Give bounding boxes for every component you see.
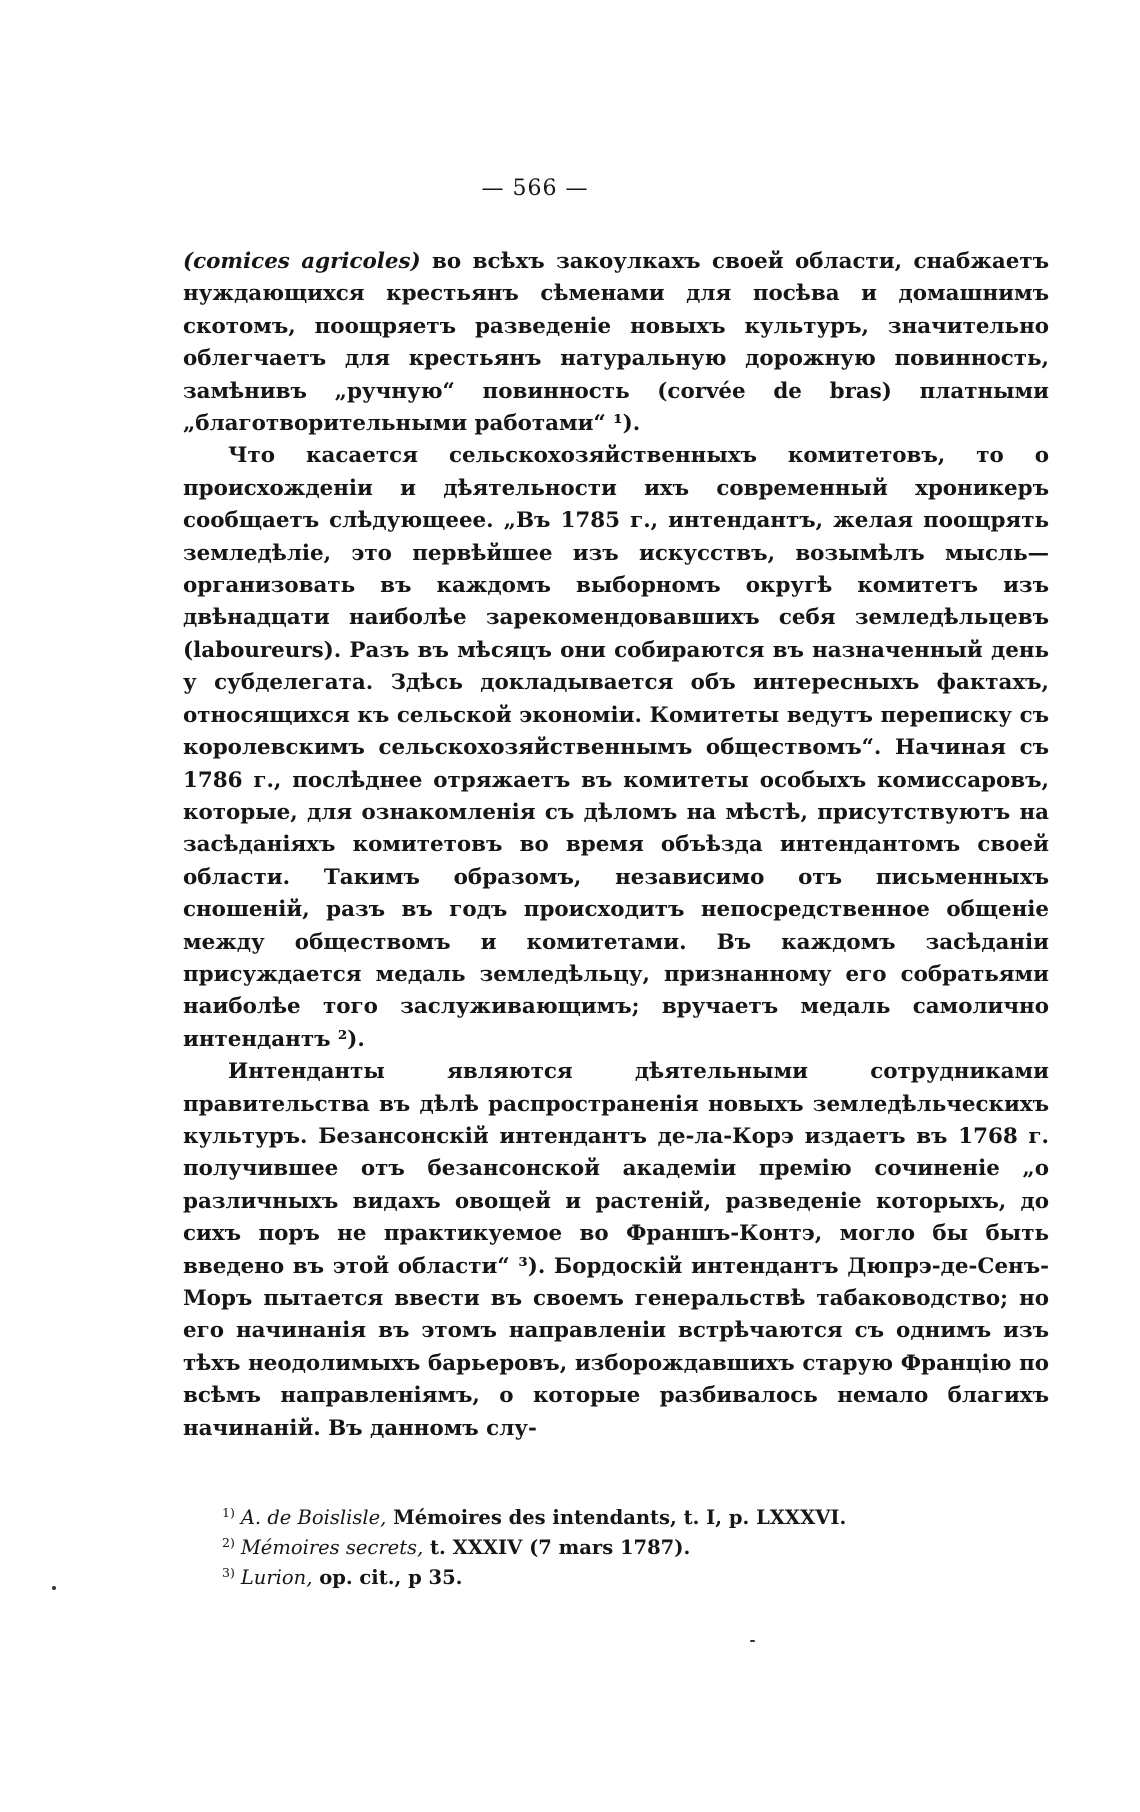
footnote-marker: 3)	[222, 1564, 235, 1580]
footnote-marker: 1)	[222, 1504, 235, 1520]
footnote-2	[222, 1533, 1042, 1563]
paragraph: Что касается сельскохозяйственныхъ комитетовъ, то о происхожденіи и дѣятельности ихъ современный хроникеръ сообщаетъ слѣдующееe. „Въ 1785 г., интендантъ, желая поощрять земледѣліе, это первѣйшее изъ искусствъ, возымѣлъ мысль—организовать въ каждомъ выборномъ округѣ комитетъ изъ двѣнадцати наиболѣе зарекомендовавшихъ себя земледѣльцевъ (laboureurs). Разъ въ мѣсяцъ они собираются въ назначенный день у субделегата. Здѣсь докладывается объ интересныхъ фактахъ, относящихся къ сельской экономіи. Комитеты ведутъ переписку съ королевскимъ сельскохозяйственнымъ обществомъ“. Начиная съ 1786 г., послѣднее отряжаетъ въ комитеты особыхъ комиссаровъ, которые, для ознакомленія съ дѣломъ на мѣстѣ, присутствуютъ на засѣданіяхъ комитетовъ во время объѣзда интендантомъ своей области. Такимъ образомъ, независимо отъ письменныхъ сношеній, разъ въ годъ происходитъ непосредственное общеніе между обществомъ и комитетами. Въ каждомъ засѣданіи присуждается медаль земледѣльцу, признанному его собратьями наиболѣе того заслуживающимъ; вручаетъ медаль самолично интендантъ ²).	[183, 443, 1049, 1052]
italic-phrase: (comices agricoles)	[183, 249, 421, 274]
footnote-3	[222, 1563, 1042, 1593]
footnotes	[222, 1503, 1042, 1593]
footnote-1	[222, 1503, 1042, 1533]
footnote-text: op. cit., p 35.	[312, 1566, 463, 1589]
paragraph-text: во всѣхъ закоулкахъ своей области, снабжаетъ нуждающихся крестьянъ сѣменами для посѣва и домашнимъ скотомъ, поощряетъ разведеніе новыхъ культуръ, значительно облегчаетъ для крестьянъ натуральную дорожную повинность, замѣнивъ „ручную“ повинность (corvée de bras) платными „благотворительными работами“ ¹).	[183, 249, 1049, 437]
footnote-author: A. de Boislisle,	[240, 1506, 387, 1529]
footnote-marker: 2)	[222, 1534, 235, 1550]
paragraph: Интенданты являются дѣятельными сотрудниками правительства въ дѣлѣ распространенія новыхъ земледѣльческихъ культуръ. Безансонскій интендантъ де-ла-Корэ издаетъ въ 1768 г. получившее отъ безансонской академіи премію сочиненіе „о различныхъ видахъ овощей и растеній, разведеніе которыхъ, до сихъ поръ не практикуемое во Франшъ-Контэ, могло бы быть введено въ этой области“ ³). Бордоскій интендантъ Дюпрэ-де-Сенъ-Моръ пытается ввести въ своемъ генеральствѣ табаководство; но его начинанія въ этомъ направленіи встрѣчаются съ однимъ изъ тѣхъ неодолимыхъ барьеровъ, изборождавшихъ старую Францію по всѣмъ направленіямъ, о которые разбивалось немало благихъ начинаній. Въ данномъ слу-	[183, 1059, 1049, 1441]
footnote-author: Mémoires secrets,	[240, 1536, 424, 1559]
page-number: — 566 —	[481, 176, 589, 201]
paragraph-continuation	[183, 246, 1049, 440]
scan-speck	[750, 1640, 755, 1642]
scan-speck	[52, 1586, 56, 1590]
body-text	[183, 246, 1049, 1445]
footnote-author: Lurion,	[240, 1566, 313, 1589]
footnote-text: t. XXXIV (7 mars 1787).	[423, 1536, 691, 1559]
footnote-text: Mémoires des intendants, t. I, p. LXXXVI.	[386, 1506, 847, 1529]
